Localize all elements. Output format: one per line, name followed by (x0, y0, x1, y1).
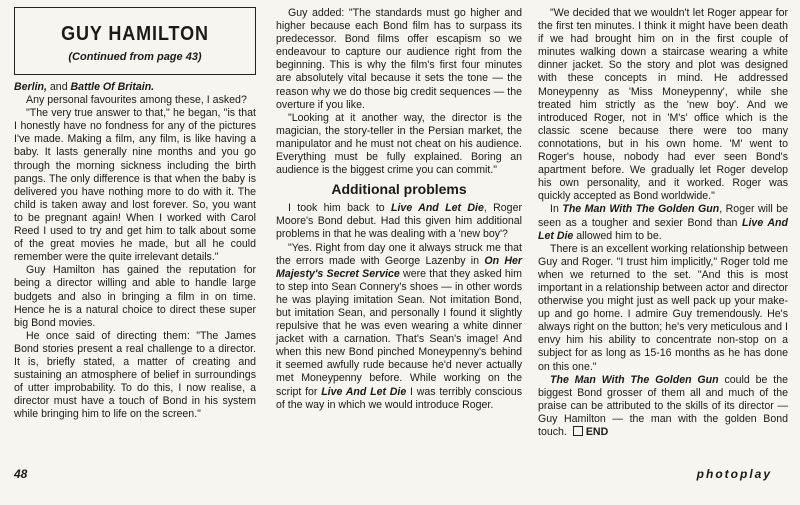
paragraph: In The Man With The Golden Gun, Roger will be seen as a tougher and sexier Bond than Live And Let Die allowed him to be. (538, 203, 789, 242)
paragraph: "Yes. Right from day one it always struck me that the errors made with George Lazenby in On Her Majesty's Secret Service were that they asked him to step into Sean Connery's shoes — in other words he was playing imitation Sean. Not imitation Bond, but imitation Sean, and personally I found it slightly repulsive that he was even wearing a white dinner jacket with a carnation. That's Sean's image! And when this new Bond pinched Moneypenny's behind it seemed awfully rude because he'd never actually met Moneypenny before. While working on the script for Live And Let Die I was terribly conscious of the way in which we would introduce Roger. (276, 241, 523, 411)
paragraph: "The very true answer to that," he began, "is that I honestly have no fondness for any of the pictures I've made. Making a film, any film, is like having a baby. It lasts generally nine months and you go through the morning sickness including the birth pangs. The only difference is that when the baby is delivered you have nothing more to do with it. The child is taken away and lost forever. So, you want to be pregnant again! When I worked with Carol Reed I used to try and get him to talk about some of the great movies he made, but all he could remember were the quite irrelevant details." (14, 107, 256, 264)
paragraph: I took him back to Live And Let Die, Roger Moore's Bond debut. Had this given him additional problems in that he was dealing with a 'new boy'? (276, 202, 522, 241)
page-number: 48 (14, 467, 28, 481)
column-2 (276, 7, 522, 412)
paragraph: The Man With The Golden Gun could be the biggest Bond grosser of them all and much of the praise can be attributed to the skills of its director — Guy Hamilton — the man with the golden Bond touch. END (538, 373, 789, 438)
paragraph: Berlin, and Battle Of Britain. (14, 81, 155, 93)
paragraph: Guy added: "The standards must go higher and higher because each Bond film has to surpass its predecessor. Bond films offer escapism so we endeavour to capture our audience right from the beginning. This is why the film's first four minutes are absolutely vital because it sets the tone — the reason why we do those big credit sequences — the overture if you like. (276, 7, 522, 111)
paragraph: Guy Hamilton has gained the reputation for being a director willing and able to handle large budgets and also in bringing a film in on time. Hence he is a natural choice to direct these super big Bond movies. (14, 264, 256, 329)
article-title: GUY HAMILTON (61, 23, 209, 45)
column-1 (14, 7, 256, 421)
page-footer (14, 467, 786, 487)
end-square-icon (573, 426, 583, 436)
paragraph: Any personal favourites among these, I asked? (26, 94, 247, 107)
paragraph: He once said of directing them: "The James Bond stories present a real challenge to a director. It is, briefly stated, a matter of creating and sustaining an atmosphere of belief in surroundings of utter improbability. To do this, I now realise, a director must have a touch of Bond in his system while bringing him to life on the screen." (14, 329, 256, 421)
title-box (14, 7, 256, 75)
continued-note: (Continued from page 43) (68, 51, 202, 63)
paragraph: "Looking at it another way, the director is the magician, the story-teller in the Persian market, the manipulator and he must not cheat on his audience. Everything must be fully explained. Boring an audience is the biggest crime you can commit." (276, 111, 522, 177)
paragraph: There is an excellent working relationship between Guy and Roger. "I trust him implicitly," Roger told me when we returned to the set. "And this is most important in a relationship between actor and director otherwise you might just as well pack up your make-up and go home. I admire Guy tremendously. He's always right on the button; he's very meticulous and I envy him his ability to concentrate non-stop on a subject for as long as 15-16 months as he has done on this one." (538, 242, 788, 373)
magazine-name: photoplay (696, 467, 772, 481)
paragraph: "We decided that we wouldn't let Roger appear for the first ten minutes. I think it might have been death if we had brought him on in the first couple of minutes walking down a staircase wearing a white dinner jacket. So the story and plot was designed with these concepts in mind. He addressed Moneypenny as 'Miss Moneypenny', while she treated him strictly as the 'new boy'. And we introduced Roger, not in 'M's' office which is the classic scene because there were too many connotations, but in his own home. 'M' went to Roger's house, nobody had ever seen Bond's apartment before. We gradually let Roger develop his own personality, and it worked. Roger was quickly accepted as Bond worldwide." (538, 7, 788, 203)
section-heading: Additional problems (331, 181, 467, 198)
end-mark: END (585, 426, 609, 438)
column-3 (538, 7, 788, 439)
